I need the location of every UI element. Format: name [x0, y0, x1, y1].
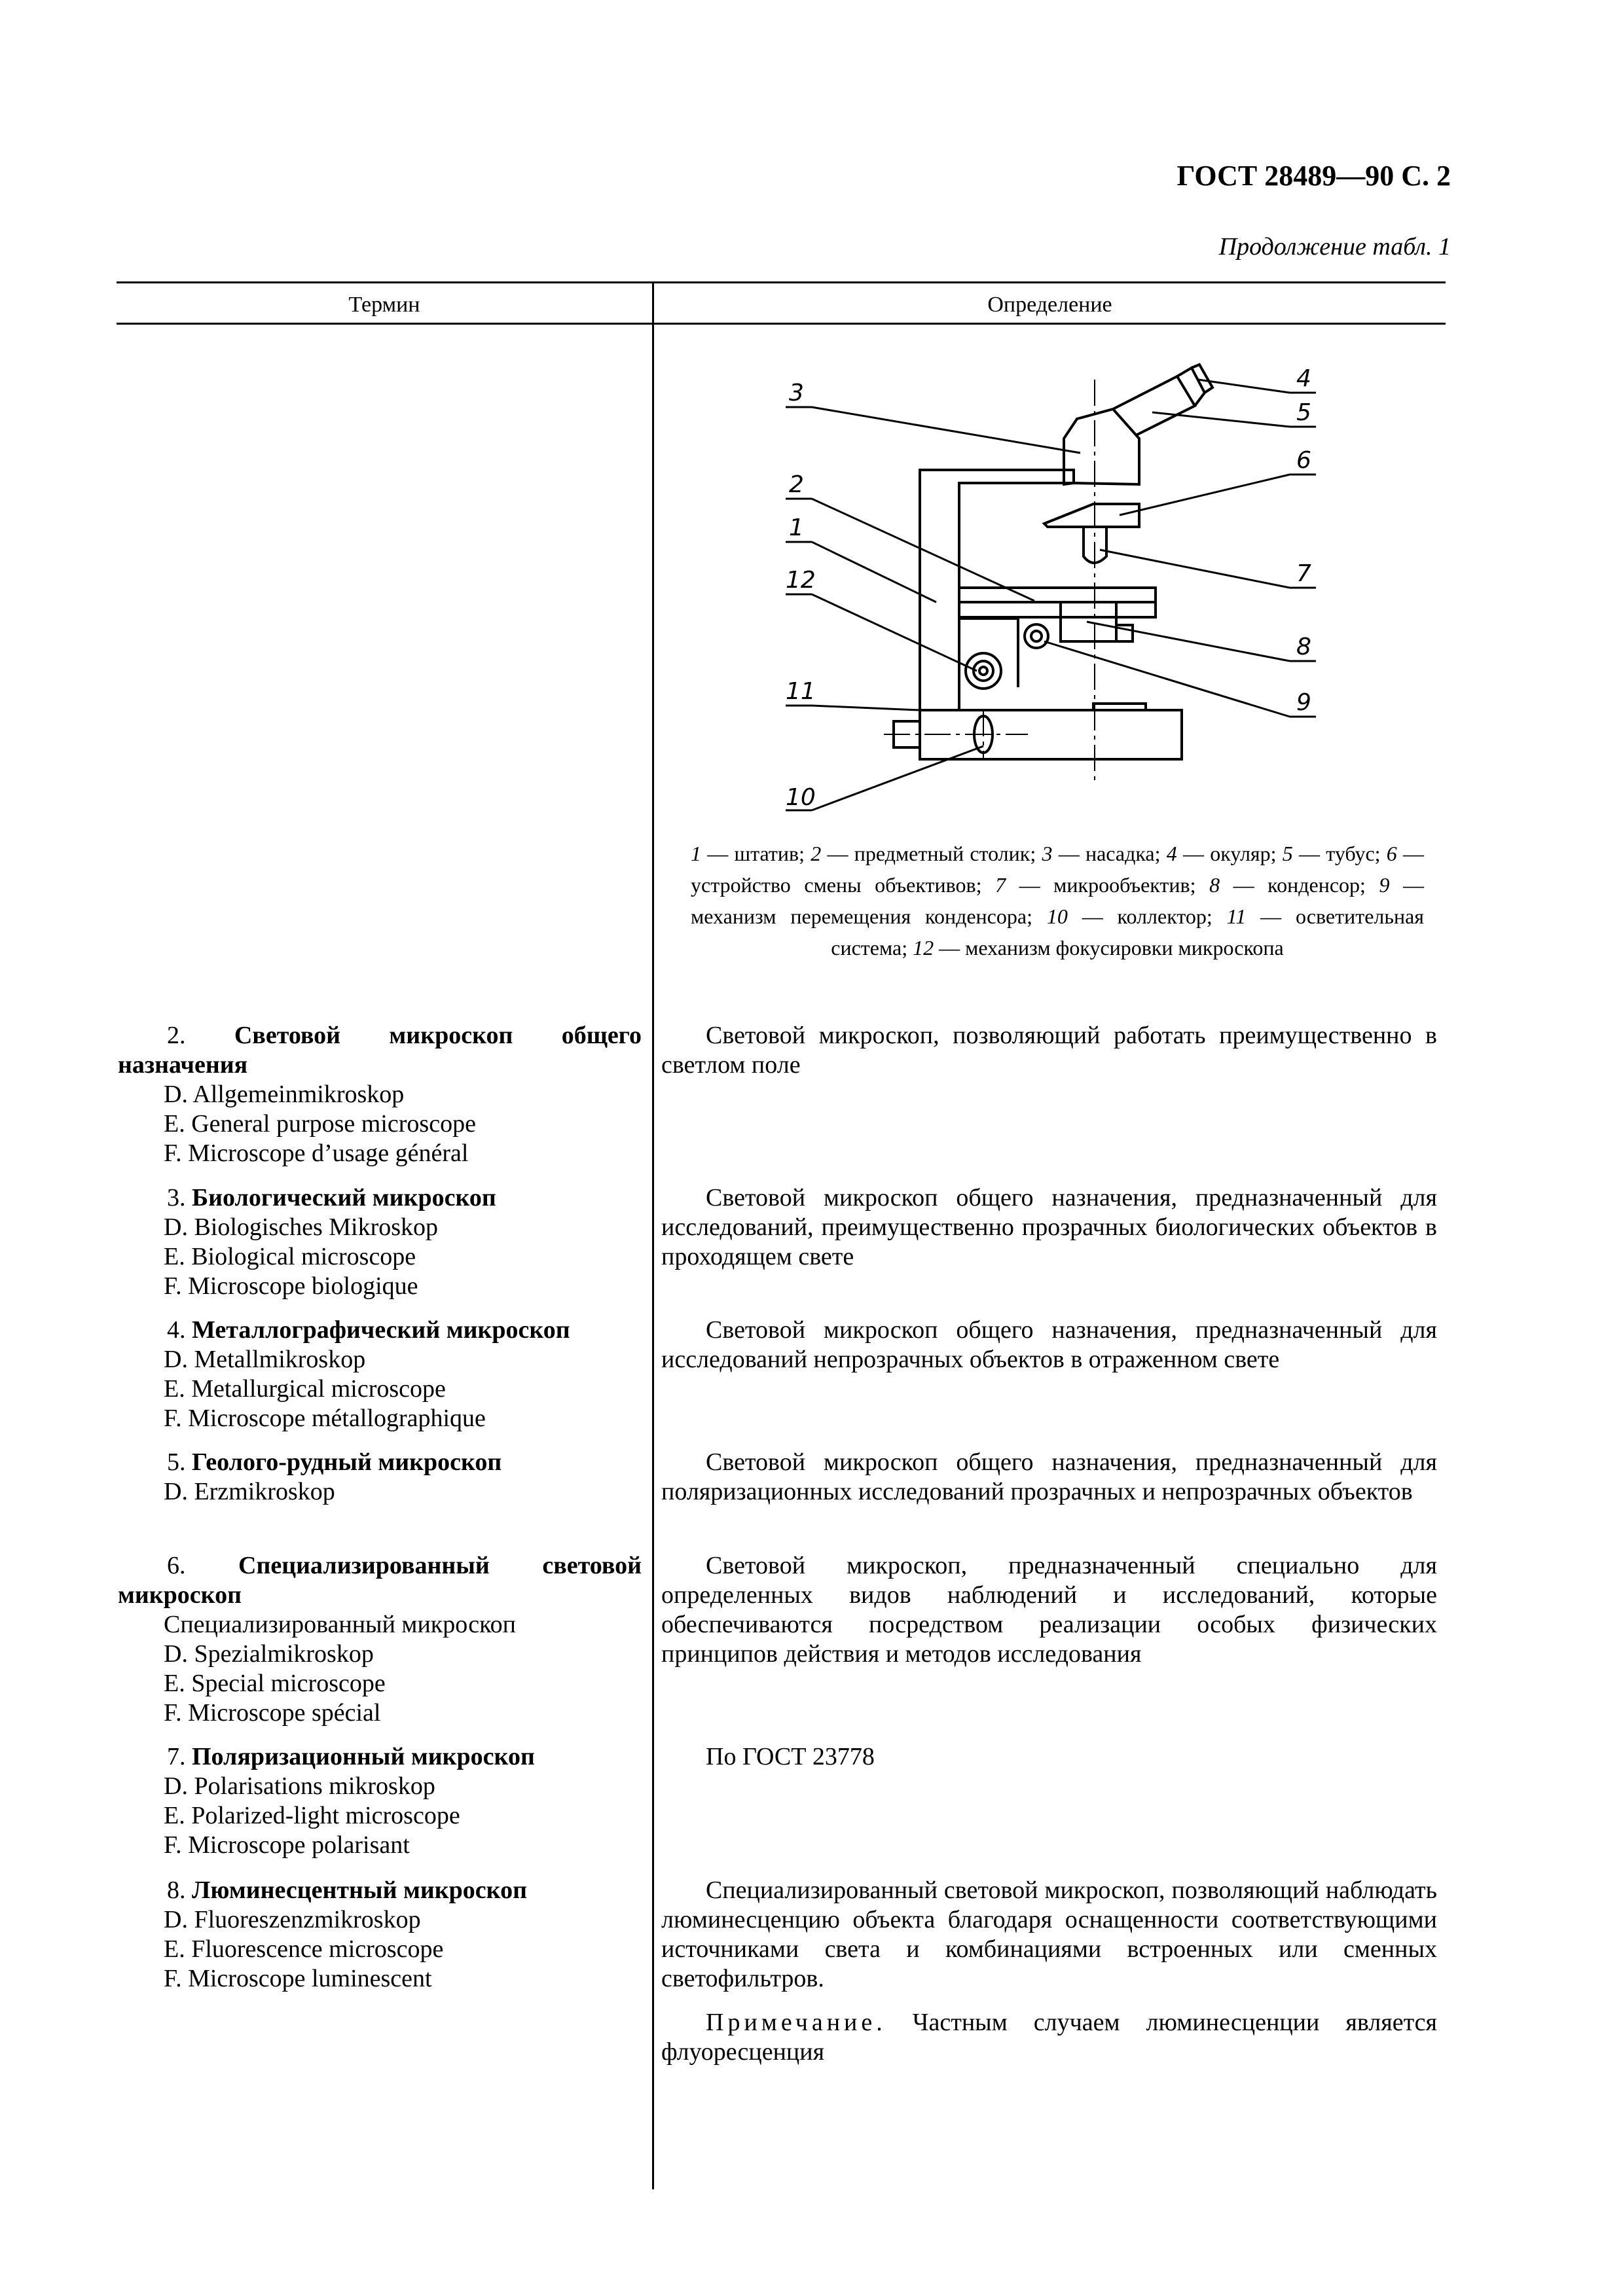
term-lang-de: D. Polarisations mikroskop [164, 1772, 435, 1800]
term-lang-en: E. General purpose microscope [164, 1110, 476, 1138]
callout-9: 9 [1296, 689, 1311, 716]
note-paragraph [661, 2008, 1437, 2067]
caption-item: 3 — насадка; [1042, 842, 1167, 865]
term-lang-fr: F. Microscope luminescent [164, 1965, 432, 1992]
term-entry-5 [118, 1448, 642, 1507]
callout-1: 1 [789, 514, 804, 541]
term-lang-en: E. Fluorescence microscope [164, 1935, 444, 1963]
term-lang-en: E. Polarized-light microscope [164, 1802, 460, 1829]
term-title: 6. Специализированный световой микроскоп [118, 1552, 642, 1609]
tube-shape [1113, 376, 1195, 435]
stand-shape [920, 470, 1074, 710]
term-lang-de: D. Spezialmikroskop [164, 1640, 374, 1668]
callout-6: 6 [1296, 447, 1311, 474]
note-label: Примечание. [706, 2009, 886, 2036]
term-lang-de: D. Fluoreszenzmikroskop [164, 1906, 421, 1933]
caption-item: 11 — осветительная система; [831, 905, 1424, 960]
callout-4: 4 [1296, 365, 1311, 392]
term-entry-8 [118, 1876, 642, 1994]
term-entry-2 [118, 1021, 642, 1168]
definition-7: По ГОСТ 23778 [706, 1743, 875, 1770]
term-lang-en: E. Metallurgical microscope [164, 1375, 446, 1403]
table-continuation-label: Продолжение табл. 1 [1218, 233, 1451, 260]
caption-item: 4 — окуляр; [1166, 842, 1283, 865]
caption-item: 5 — тубус; [1282, 842, 1387, 865]
head-shape [1064, 409, 1139, 484]
caption-item: 7 — микрообъектив; [995, 873, 1210, 897]
callout-10: 10 [786, 784, 816, 811]
caption-item: 10 — коллектор; [1046, 905, 1227, 928]
caption-item: 2 — предметный столик; [811, 842, 1042, 865]
definition-6: Световой микроскоп, предназначенный специально для определенных видов наблюдений и исследований, которые обеспечиваются посредством реализации особых физических принципов действия и методов исследования [661, 1552, 1437, 1668]
caption-item: 12 — механизм фокусировки микроскопа [913, 936, 1284, 960]
term-entry-3 [118, 1183, 642, 1301]
table-top-rule [117, 281, 1446, 283]
figure-caption [691, 838, 1424, 963]
column-divider [652, 281, 654, 2189]
term-entry-7 [118, 1742, 642, 1860]
callout-5: 5 [1296, 399, 1311, 426]
callout-3: 3 [789, 380, 804, 406]
revolver-shape [1044, 504, 1139, 527]
term-lang-fr: F. Microscope métallographique [164, 1405, 486, 1432]
term-lang-en: E. Biological microscope [164, 1243, 416, 1270]
term-title: 8. Люминесцентный микроскоп [167, 1876, 527, 1904]
term-lang-de: D. Metallmikroskop [164, 1346, 366, 1373]
callout-11: 11 [786, 678, 816, 705]
term-lang-en: E. Special microscope [164, 1670, 386, 1697]
term-lang-fr: F. Microscope d’usage général [164, 1139, 469, 1167]
term-lang-fr: F. Microscope spécial [164, 1699, 381, 1727]
term-entry-4 [118, 1316, 642, 1433]
note-text: Частным случаем люминесценции является флуоресценция [661, 2009, 1437, 2066]
caption-item: 8 — конденсор; [1209, 873, 1379, 897]
definition-2: Световой микроскоп, позволяющий работать преимущественно в светлом поле [661, 1022, 1437, 1079]
callout-2: 2 [789, 471, 804, 498]
definition-3: Световой микроскоп общего назначения, предназначенный для исследований, преимущественно прозрачных биологических объектов в проходящем свете [661, 1184, 1437, 1270]
term-synonym: Специализированный микроскоп [164, 1611, 516, 1638]
term-lang-fr: F. Microscope polarisant [164, 1831, 410, 1859]
table-header-rule [117, 323, 1446, 325]
definition-5: Световой микроскоп общего назначения, предназначенный для поляризационных исследований прозрачных и непрозрачных объектов [661, 1448, 1437, 1505]
term-title: 7. Поляризационный микроскоп [167, 1743, 535, 1770]
term-title: 5. Геолого-рудный микроскоп [167, 1448, 502, 1476]
term-title: 4. Металлографический микроскоп [167, 1316, 570, 1344]
column-header-term: Термин [348, 293, 420, 317]
term-entry-6 [118, 1551, 642, 1728]
term-lang-de: D. Erzmikroskop [164, 1478, 335, 1505]
focus-knob-shape [966, 653, 1001, 689]
term-lang-de: D. Allgemeinmikroskop [164, 1081, 405, 1108]
column-header-definition: Определение [987, 293, 1112, 317]
callout-8: 8 [1296, 634, 1311, 660]
callout-7: 7 [1296, 560, 1311, 587]
condenser-knob-shape [1025, 624, 1048, 648]
definition-4: Световой микроскоп общего назначения, предназначенный для исследований непрозрачных объектов в отраженном свете [661, 1316, 1437, 1373]
term-lang-de: D. Biologisches Mikroskop [164, 1213, 439, 1241]
standard-page-header: ГОСТ 28489—90 С. 2 [1176, 160, 1451, 192]
term-title: 2. Световой микроскоп общего назначения [118, 1022, 642, 1079]
caption-item: 9 — механизм перемещения конденсора; [691, 873, 1425, 928]
term-lang-fr: F. Microscope biologique [164, 1272, 418, 1300]
caption-item: 1 — штатив; [691, 842, 811, 865]
microscope-diagram [786, 353, 1322, 812]
caption-item: 6 — устройство смены объективов; [691, 842, 1425, 897]
term-title: 3. Биологический микроскоп [167, 1184, 496, 1211]
definition-8: Специализированный световой микроскоп, позволяющий наблюдать люминесценцию объекта благодаря оснащенности соответствующими источниками света и комбинациями встроенных или сменных светофильтров. [661, 1876, 1437, 1992]
callout-12: 12 [786, 567, 816, 594]
